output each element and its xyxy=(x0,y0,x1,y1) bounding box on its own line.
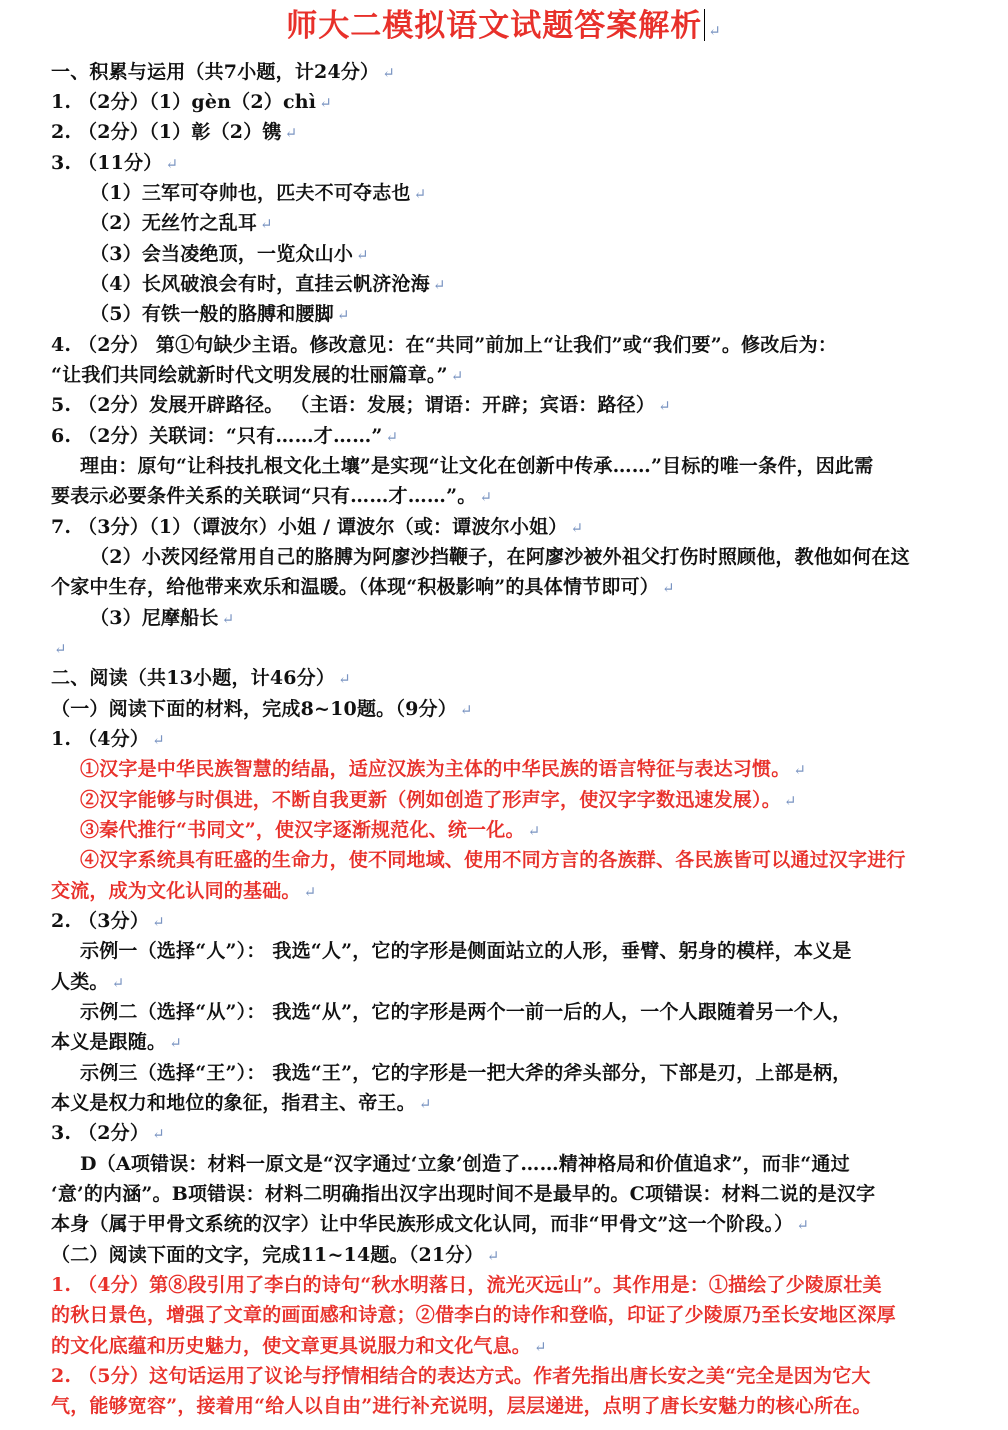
answer-line: 本义是权力和地位的象征，指君主、帝王。 ↵ xyxy=(51,1092,432,1114)
paragraph-mark-icon: ↵ xyxy=(54,640,67,658)
answer-line: （4）长风破浪会有时，直挂云帆济沧海 ↵ xyxy=(90,273,446,295)
answer-line: （3）会当凌绝顶，一览众山小 ↵ xyxy=(90,243,369,265)
paragraph-mark-icon: ↵ xyxy=(534,1338,547,1356)
answer-line: 4. （2分） 第①句缺少主语。修改意见：在“共同”前加上“让我们”或“我们要”。修改后为： xyxy=(51,334,838,356)
answer-line: 7. （3分）（1）（谭波尔）小姐 / 谭波尔（或：谭波尔小姐） ↵ xyxy=(51,516,584,538)
section-heading: 二、阅读（共13小题，计46分） ↵ xyxy=(51,667,351,689)
answer-line: （1）三军可夺帅也，匹夫不可夺志也 ↵ xyxy=(90,182,427,204)
answer-line: D（A项错误：材料一原文是“汉字通过‘立象’创造了……精神格局和价值追求”，而非“通过 xyxy=(80,1153,850,1175)
subsection-heading: （一）阅读下面的材料，完成8~10题。（9分） ↵ xyxy=(51,698,473,720)
answer-line: 1. （4分） ↵ xyxy=(51,728,165,750)
answer-line-red: 气，能够宽容”，接着用“给人以自由”进行补充说明，层层递进，点明了唐长安魅力的核心所在。 xyxy=(51,1395,872,1417)
answer-line: 2. （2分）（1）彰（2）镌 ↵ xyxy=(51,121,298,143)
answer-line: 本身（属于甲骨文系统的汉字）让中华民族形成文化认同，而非“甲骨文”这一个阶段。） ↵ xyxy=(51,1213,810,1235)
answer-line: 理由：原句“让科技扎根文化土壤”是实现“让文化在创新中传承……”目标的唯一条件，因此需 xyxy=(80,455,874,477)
paragraph-mark-icon: ↵ xyxy=(303,883,317,901)
paragraph-mark-icon: ↵ xyxy=(418,1095,432,1113)
subsection-heading: （二）阅读下面的文字，完成11~14题。（21分） ↵ xyxy=(51,1244,500,1266)
empty-line xyxy=(51,635,67,662)
paragraph-mark-icon: ↵ xyxy=(356,246,369,264)
answer-line: 要表示必要条件关系的关联词“只有……才……”。 ↵ xyxy=(51,485,493,507)
section-heading: 一、积累与运用（共7小题，计24分） ↵ xyxy=(51,61,396,83)
answer-line: （5）有铁一般的胳膊和腰脚 ↵ xyxy=(90,303,350,325)
paragraph-mark-icon: ↵ xyxy=(260,215,273,233)
answer-line: 3. （2分） ↵ xyxy=(51,1122,165,1144)
paragraph-mark-icon: ↵ xyxy=(336,306,350,324)
paragraph-mark-icon: ↵ xyxy=(169,1034,182,1052)
answer-line-red: ②汉字能够与时俱进，不断自我更新（例如创造了形声字，使汉字字数迅速发展）。 ↵ xyxy=(80,789,797,811)
answer-line: 本义是跟随。 ↵ xyxy=(51,1031,182,1053)
paragraph-mark-icon: ↵ xyxy=(708,22,722,40)
paragraph-mark-icon: ↵ xyxy=(796,1216,810,1234)
answer-line: ‘意’的内涵”。B项错误：材料二明确指出汉字出现时间不是最早的。C项错误：材料二说的是汉字 xyxy=(51,1183,876,1205)
paragraph-mark-icon: ↵ xyxy=(658,397,671,415)
paragraph-mark-icon: ↵ xyxy=(661,579,675,597)
answer-line-red: 1. （4分）第⑧段引用了李白的诗句“秋水明落日，流光灭远山”。其作用是：①描绘了少陵原壮美 xyxy=(51,1274,882,1296)
answer-line-red: 2. （5分）这句话运用了议论与抒情相结合的表达方式。作者先指出唐长安之美“完全是因为它大 xyxy=(51,1365,871,1387)
answer-line: （2）小茨冈经常用自己的胳膊为阿廖沙挡鞭子，在阿廖沙被外祖父打伤时照顾他，教他如何在这 xyxy=(90,546,910,568)
answer-line-red: ④汉字系统具有旺盛的生命力，使不同地域、使用不同方言的各族群、各民族皆可以通过汉字进行 xyxy=(80,849,906,871)
answer-line-red: ①汉字是中华民族智慧的结晶，适应汉族为主体的中华民族的语言特征与表达习惯。 ↵ xyxy=(80,758,807,780)
answer-line-red: 的文化底蕴和历史魅力，使文章更具说服力和文化气息。 ↵ xyxy=(51,1335,547,1357)
paragraph-mark-icon: ↵ xyxy=(459,701,473,719)
answer-line-red: 的秋日景色，增强了文章的画面感和诗意；②借李白的诗作和登临，印证了少陵原乃至长安地区深厚 xyxy=(51,1304,896,1326)
paragraph-mark-icon: ↵ xyxy=(165,155,179,173)
paragraph-mark-icon: ↵ xyxy=(570,519,584,537)
paragraph-mark-icon: ↵ xyxy=(152,913,165,931)
paragraph-mark-icon: ↵ xyxy=(783,792,797,810)
answer-line: “让我们共同绘就新时代文明发展的壮丽篇章。” ↵ xyxy=(51,364,464,386)
answer-line: 1. （2分）（1）gèn（2）chì ↵ xyxy=(51,91,332,113)
answer-line: 人类。 ↵ xyxy=(51,971,125,993)
paragraph-mark-icon: ↵ xyxy=(284,124,298,142)
answer-line: 示例二（选择“从”）： 我选“从”，它的字形是两个一前一后的人，一个人跟随着另一个人， xyxy=(80,1001,852,1023)
document-title-text: 师大二模拟语文试题答案解析 xyxy=(286,8,703,44)
answer-line: 个家中生存，给他带来欢乐和温暖。（体现“积极影响”的具体情节即可） ↵ xyxy=(51,576,675,598)
paragraph-mark-icon: ↵ xyxy=(450,367,464,385)
answer-line: 6. （2分）关联词：“只有……才……” ↵ xyxy=(51,425,399,447)
document-title xyxy=(0,4,1008,53)
answer-line: 示例三（选择“王”）： 我选“王”，它的字形是一把大斧的斧头部分，下部是刃，上部是柄， xyxy=(80,1062,852,1084)
paragraph-mark-icon: ↵ xyxy=(486,1247,500,1265)
answer-line: 2. （3分） ↵ xyxy=(51,910,165,932)
paragraph-mark-icon: ↵ xyxy=(152,731,165,749)
answer-line: （2）无丝竹之乱耳 ↵ xyxy=(90,212,273,234)
paragraph-mark-icon: ↵ xyxy=(793,761,807,779)
paragraph-mark-icon: ↵ xyxy=(111,974,125,992)
paragraph-mark-icon: ↵ xyxy=(319,94,332,112)
paragraph-mark-icon: ↵ xyxy=(527,822,541,840)
answer-line-red: 交流，成为文化认同的基础。 ↵ xyxy=(51,880,317,902)
text-cursor xyxy=(704,9,705,41)
paragraph-mark-icon: ↵ xyxy=(152,1125,165,1143)
answer-line: （3）尼摩船长 ↵ xyxy=(90,607,235,629)
paragraph-mark-icon: ↵ xyxy=(479,488,493,506)
answer-line: 5. （2分）发展开辟路径。 （主语：发展；谓语：开辟；宾语：路径） ↵ xyxy=(51,394,671,416)
paragraph-mark-icon: ↵ xyxy=(385,428,399,446)
paragraph-mark-icon: ↵ xyxy=(338,670,351,688)
paragraph-mark-icon: ↵ xyxy=(221,610,235,628)
paragraph-mark-icon: ↵ xyxy=(413,185,427,203)
answer-line-red: ③秦代推行“书同文”，使汉字逐渐规范化、统一化。 ↵ xyxy=(80,819,541,841)
answer-line: 3. （11分） ↵ xyxy=(51,152,179,174)
paragraph-mark-icon: ↵ xyxy=(432,276,446,294)
answer-line: 示例一（选择“人”）： 我选“人”，它的字形是侧面站立的人形，垂臂、躬身的模样，本义是 xyxy=(80,940,852,962)
paragraph-mark-icon: ↵ xyxy=(382,64,396,82)
